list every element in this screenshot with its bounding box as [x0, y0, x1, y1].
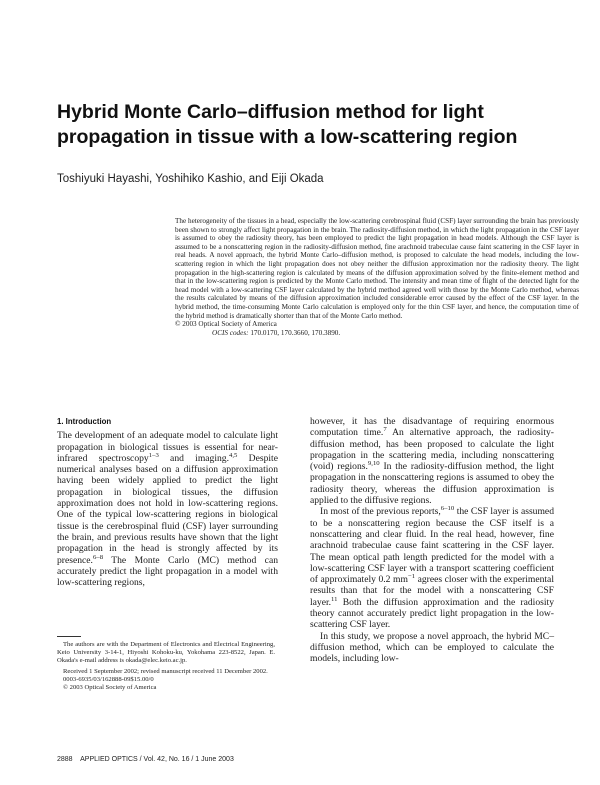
citation: 6–10 — [440, 505, 455, 513]
citation: 1–3 — [148, 451, 159, 459]
author-list: Toshiyuki Hayashi, Yoshihiko Kashio, and Eiji Okada — [57, 173, 324, 185]
intro-paragraph-1-cont — [310, 416, 554, 506]
ocis-values: 170.0170, 170.3660, 170.3890. — [250, 328, 341, 337]
text-run: The development of an adequate model to calculate light propagation in biological tissues is essential for near-infrared spectroscopy — [57, 430, 278, 464]
article-title: Hybrid Monte Carlo–diffusion method for light propagation in tissue with a low-scattering region — [57, 101, 518, 148]
footnote-divider — [57, 636, 81, 637]
unit-exponent: −1 — [407, 572, 416, 580]
text-run: the CSF layer is assumed to be a nonscattering region because the CSF itself is a nonscattering and clear fluid. In the real head, however, fine arachnoid trabeculae cause faint scattering in the CSF layer. The mean optical path length predicted for the model with a low-scattering CSF layer with a transport scattering coefficient of approximately 0.2 mm — [310, 506, 554, 586]
right-column — [310, 416, 554, 665]
ocis-label: OCIS codes: — [212, 328, 249, 337]
ocis-codes — [175, 329, 579, 338]
citation: 6–8 — [92, 553, 104, 561]
footnote-copyright: © 2003 Optical Society of America — [63, 684, 157, 692]
text-run: In the radiosity-diffusion method, the light propagation in the nonscattering regions is assumed to obey the radiosity theory, whereas the diffusion approximation is applied to the diffusive regions. — [310, 461, 554, 507]
page-footer — [57, 756, 240, 763]
text-run: The Monte Carlo (MC) method can accurately predict the light propagation in a model with low-scattering regions, — [57, 554, 278, 589]
text-run: however, it has the disadvantage of requiring enormous computation time. — [310, 416, 554, 439]
abstract-text: The heterogeneity of the tissues in a head, especially the low-scattering cerebrospinal fluid (CSF) layer surrounding the brain has previously been shown to strongly affect light propagation in the brain. The radiosity-diffusion method, in which the light propagation in the CSF layer is assumed to obey the radiosity theory, has been employed to predict the light propagation in head models. Although the CSF layer is assumed to be a nonscattering region in the radiosity-diffusion method, fine arachnoid trabeculae cause faint scattering in the CSF layer in real heads. A novel approach, the hybrid Monte Carlo–diffusion method, is proposed to calculate the head models, including the low-scattering region in which the light propagation does not obey neither the diffusion approximation nor the radiosity theory. The light propagation in the high-scattering region is calculated by means of the diffusion approximation solved by the finite-element method and that in the low-scattering region is predicted by the Monte Carlo method. The intensity and mean time of flight of the detected light for the head model with a low-scattering CSF layer calculated by the hybrid method agreed well with those by the Monte Carlo method, whereas the results calculated by means of the diffusion approximation included considerable error caused by the effect of the CSF layer. In the hybrid method, the time-consuming Monte Carlo calculation is employed only for the thin CSF layer, and hence, the computation time of the hybrid method is dramatically shorter than that of the Monte Carlo method. — [175, 217, 579, 320]
intro-paragraph-1 — [57, 430, 278, 588]
citation: 7 — [383, 426, 387, 434]
footnote-affiliation: The authors are with the Department of Electronics and Electrical Engineering, Keio University 3-14-1, Hiyoshi Kohoku-ku, Yokohama 223-8522, Japan. E. Okada's e-mail address is okada@elec.keio.ac.jp. — [57, 641, 275, 665]
citation: 11 — [331, 595, 338, 603]
abstract — [175, 217, 579, 337]
text-run: agrees closer with the experimental results than that for the model with a nonscattering CSF layer. — [310, 574, 554, 608]
page-number: 2888 — [57, 756, 73, 763]
intro-paragraph-2 — [310, 506, 554, 630]
journal-info: APPLIED OPTICS / Vol. 42, No. 16 / 1 June 2003 — [80, 756, 234, 763]
text-run: Both the diffusion approximation and the radiosity theory cannot accurately predict light propagation in the low-scattering CSF layer. — [310, 596, 554, 631]
footnote-received: Received 1 September 2002; revised manuscript received 11 December 2002. — [63, 667, 268, 675]
text-run: Despite numerical analyses based on a diffusion approximation having been widely applied to predict the light propagation in biological tissues, the diffusion approximation does not hold in low-scattering regions. One of the typical low-scattering regions in biological tissue is the cerebrospinal fluid (CSF) layer surrounding the brain, and previous results have shown that the light propagation in the head is strongly affected by its presence. — [57, 452, 278, 566]
text-run: and imaging. — [158, 452, 230, 464]
intro-paragraph-3: In this study, we propose a novel approach, the hybrid MC–diffusion method, which can be employed to calculate the models, including low- — [310, 630, 554, 665]
footnote-code: 0003-6935/03/162888-09$15.00/0 — [63, 675, 154, 683]
text-run: An alternative approach, the radiosity-diffusion method, has been proposed to calculate the light propagation in the scattering media, including nonscattering (void) regions. — [310, 427, 554, 473]
citation: 9,10 — [367, 460, 380, 467]
abstract-copyright: © 2003 Optical Society of America — [175, 320, 277, 329]
left-column — [57, 416, 278, 588]
citation: 4,5 — [229, 451, 238, 459]
text-run: In most of the previous reports, — [320, 506, 441, 518]
footnotes — [57, 641, 275, 692]
section-heading-introduction: 1. Introduction — [57, 417, 112, 426]
